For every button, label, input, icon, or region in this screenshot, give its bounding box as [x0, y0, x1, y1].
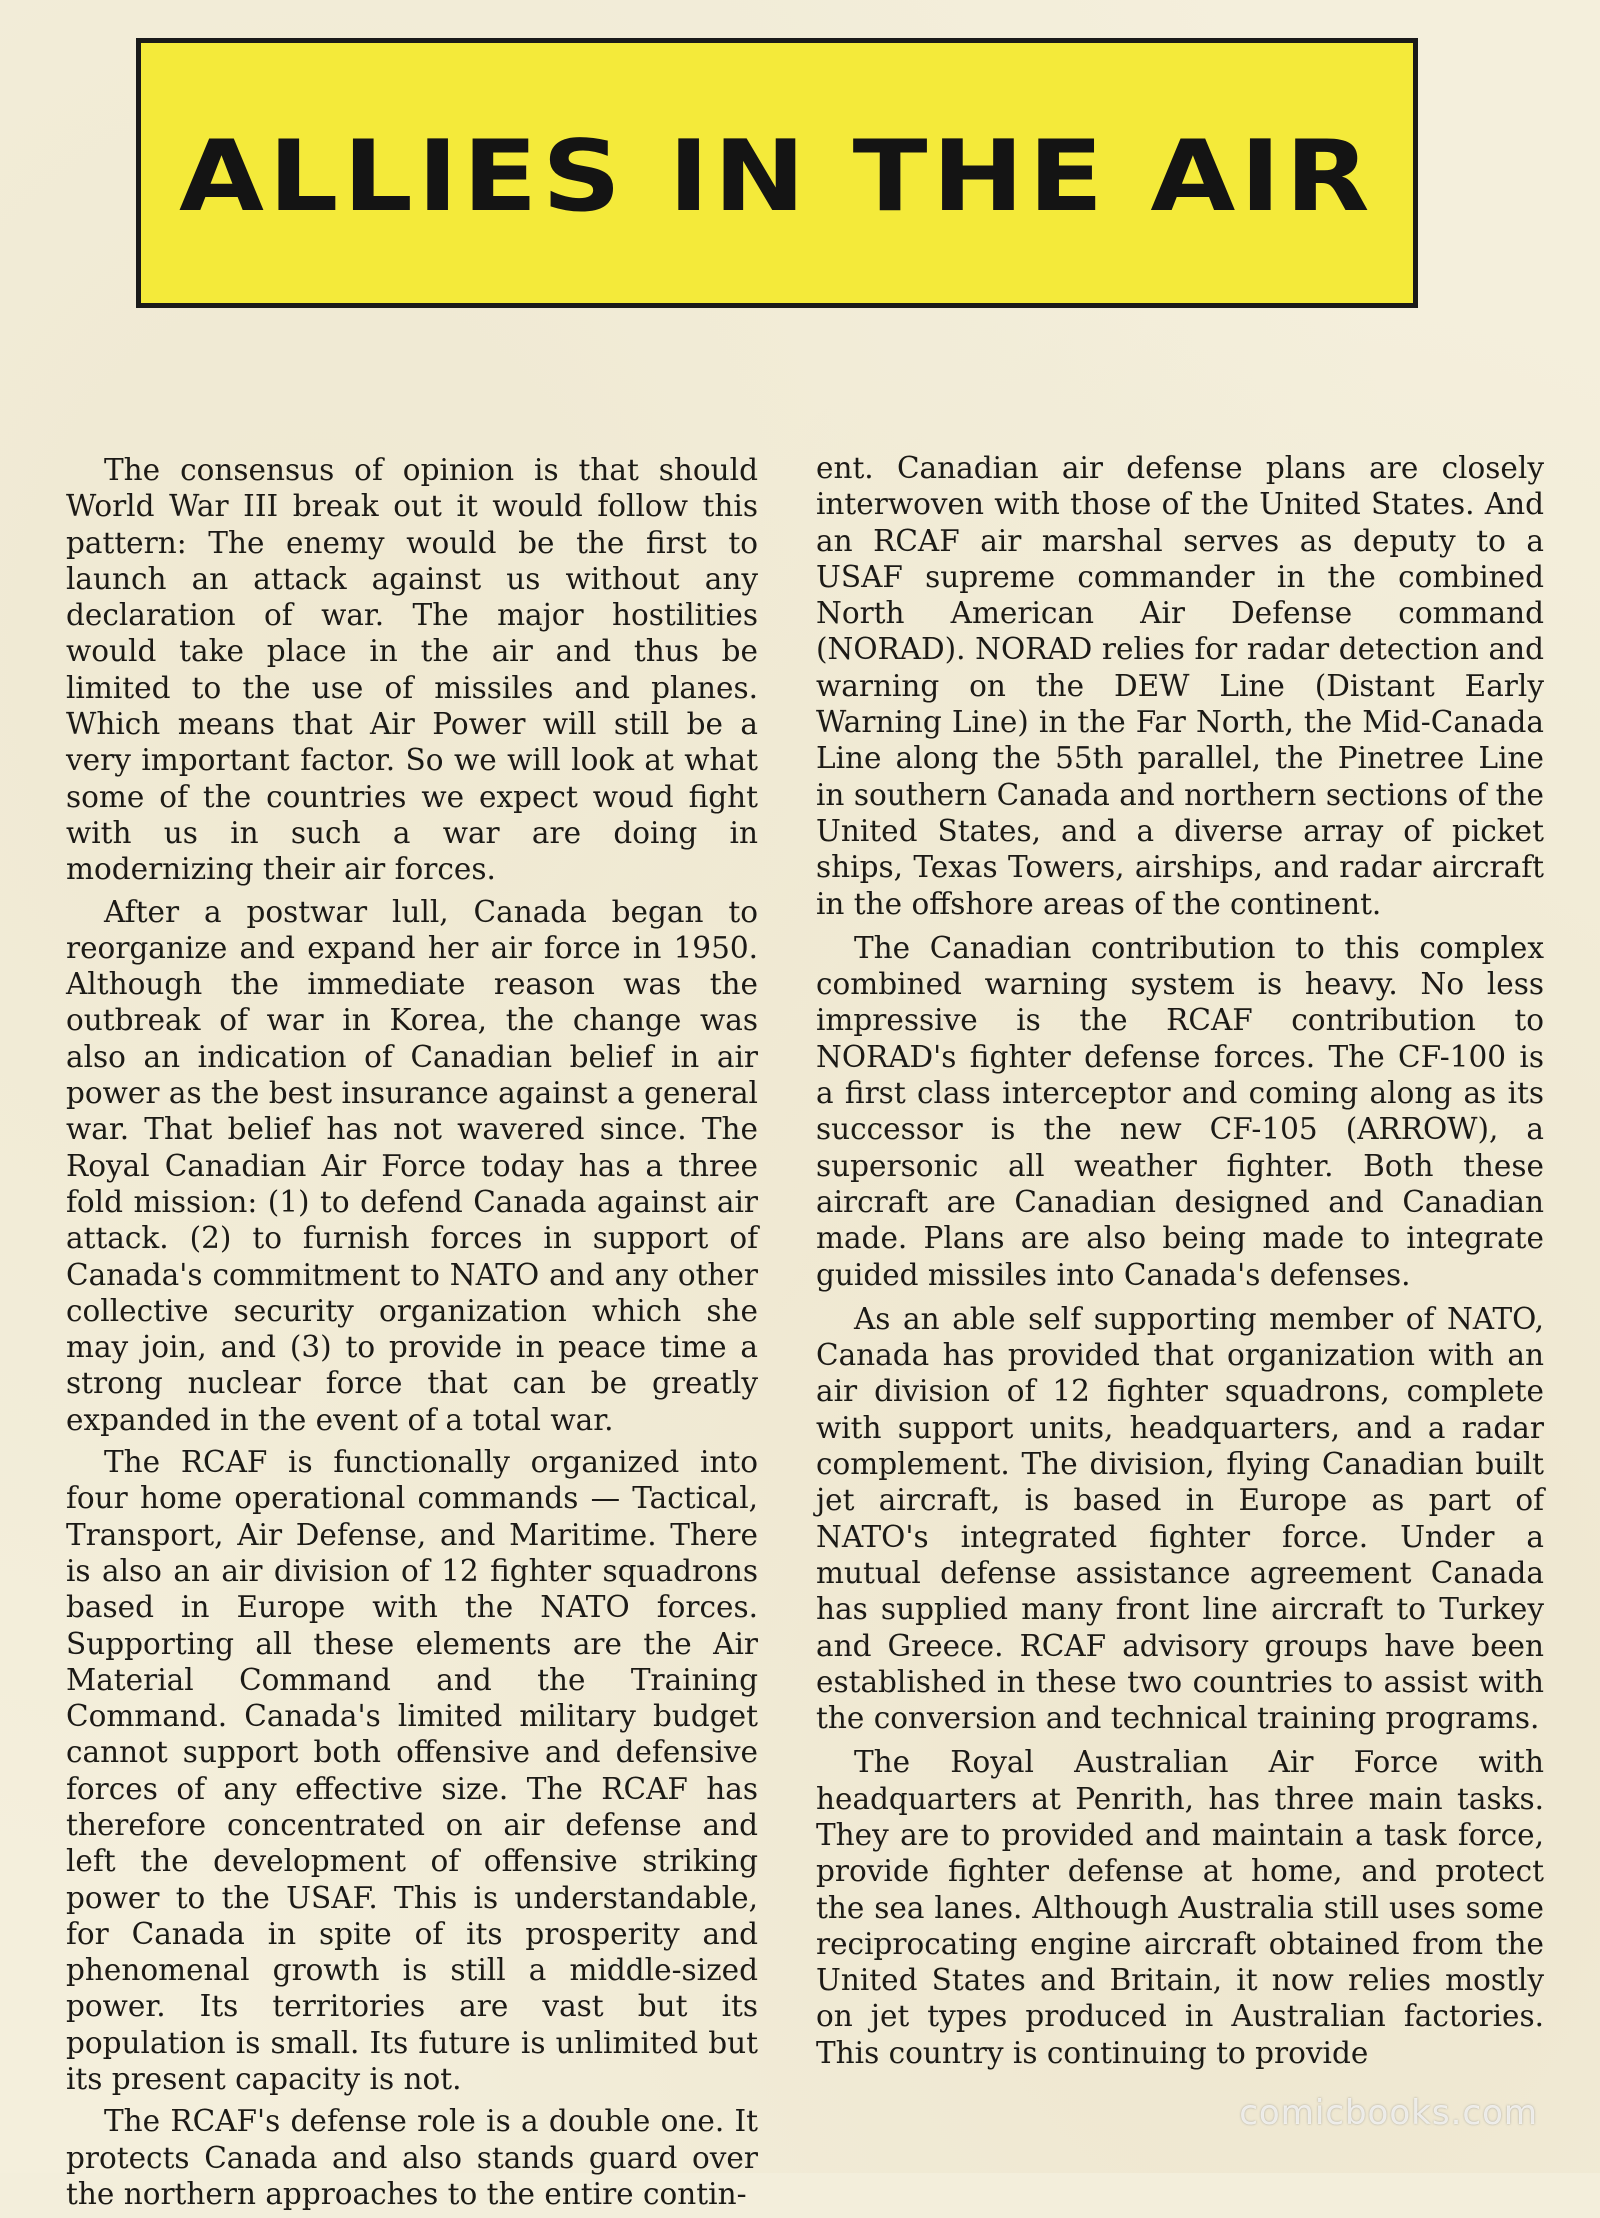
site-watermark: comicbooks.com: [1239, 2093, 1538, 2133]
paragraph: ent. Canadian air defense plans are closely interwoven with those of the United States. And an RCAF air marshal serves as deputy to a USAF supreme commander in the combined North American Air Defense command (NORAD). NORAD relies for radar detection and warning on the DEW Line (Distant Early Warning Line) in the Far North, the Mid-Canada Line along the 55th parallel, the Pinetree Line in southern Canada and northern sections of the United States, and a diverse array of picket ships, Texas Towers, airships, and radar aircraft in the offshore areas of the continent.: [816, 451, 1544, 921]
title-banner: [136, 38, 1418, 308]
paragraph: The Canadian contribution to this complex combined warning system is heavy. No less impressive is the RCAF contribution to NORAD's fighter defense forces. The CF-100 is a first class interceptor and coming along as its successor is the new CF-105 (ARROW), a supersonic all weather fighter. Both these aircraft are Canadian designed and Canadian made. Plans are also being made to integrate guided missiles into Canada's defenses.: [816, 930, 1544, 1292]
paragraph: The Royal Australian Air Force with headquarters at Penrith, has three main tasks. They are to provided and maintain a task force, provide fighter defense at home, and protect the sea lanes. Although Australia still uses some reciprocating engine aircraft obtained from the United States and Britain, it now relies mostly on jet types produced in Australian factories. This country is continuing to provide: [816, 1745, 1544, 2070]
paragraph: The RCAF is functionally organized into four home operational commands — Tactical, Transport, Air Defense, and Maritime. There is also an air division of 12 fighter squadrons based in Europe with the NATO forces. Supporting all these elements are the Air Material Command and the Training Command. Canada's limited military budget cannot support both offensive and defensive forces of any effective size. The RCAF has therefore concentrated on air defense and left the development of offensive striking power to the USAF. This is understandable, for Canada in spite of its prosperity and phenomenal growth is still a middle-sized power. Its territories are vast but its population is small. Its future is unlimited but its present capacity is not.: [66, 1445, 758, 2097]
paragraph: As an able self supporting member of NATO, Canada has provided that organization with an air division of 12 fighter squadrons, complete with support units, headquarters, and a radar complement. The division, flying Canadian built jet aircraft, is based in Europe as part of NATO's integrated fighter force. Under a mutual defense assistance agreement Canada has supplied many front line aircraft to Turkey and Greece. RCAF advisory groups have been established in these two countries to assist with the conversion and technical training programs.: [816, 1301, 1544, 1736]
right-text-column: [816, 450, 1544, 2079]
paragraph: The RCAF's defense role is a double one. It protects Canada and also stands guard over the northern approaches to the entire contin-: [66, 2104, 758, 2211]
left-text-column: [66, 452, 758, 2218]
paragraph: After a postwar lull, Canada began to reorganize and expand her air force in 1950. Although the immediate reason was the outbreak of war in Korea, the change was also an indication of Canadian belief in air power as the best insurance against a general war. That belief has not wavered since. The Royal Canadian Air Force today has a three fold mission: (1) to defend Canada against air attack. (2) to furnish forces in support of Canada's commitment to NATO and any other collective security organization which she may join, and (3) to provide in peace time a strong nuclear force that can be greatly expanded in the event of a total war.: [66, 894, 758, 1437]
paragraph: The consensus of opinion is that should World War III break out it would follow this pattern: The enemy would be the first to launch an attack against us without any declaration of war. The major hostilities would take place in the air and thus be limited to the use of missiles and planes. Which means that Air Power will still be a very important factor. So we will look at what some of the countries we expect woud fight with us in such a war are doing in modernizing their air forces.: [66, 453, 758, 887]
page-title: ALLIES IN THE AIR: [179, 120, 1375, 234]
